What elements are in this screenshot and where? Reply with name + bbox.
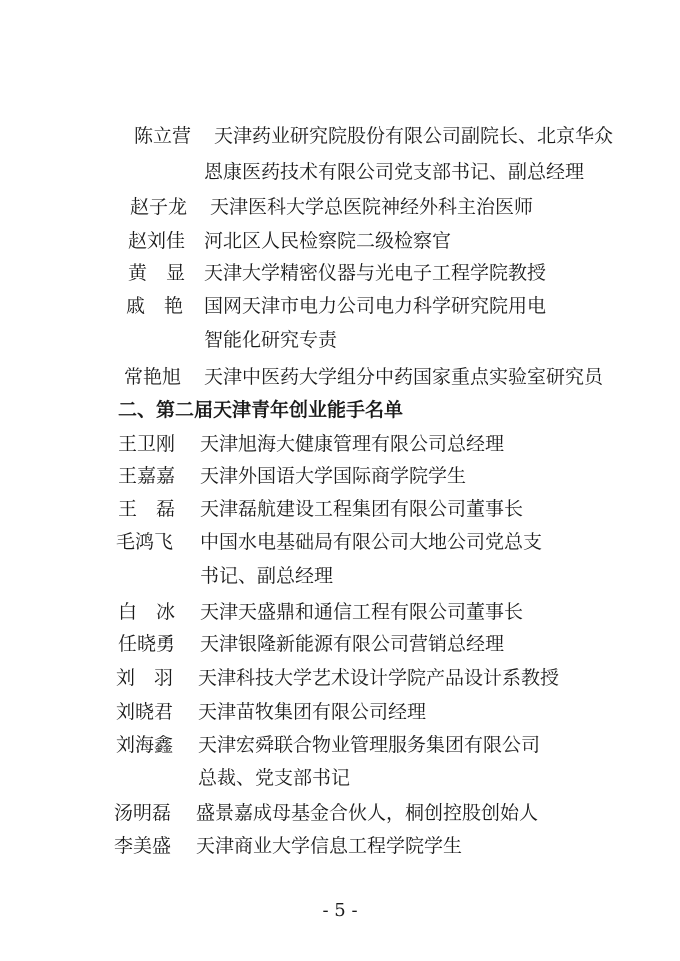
person-title: 天津外国语大学国际商学院学生: [200, 465, 467, 487]
person-name: 刘海鑫: [116, 734, 174, 756]
person-title-line2: 总裁、党支部书记: [198, 767, 351, 789]
person-title-line2: 智能化研究专责: [204, 329, 338, 351]
person-name: 黄 显: [128, 262, 186, 284]
person-title: 天津银隆新能源有限公司营销总经理: [200, 633, 505, 655]
person-name: 毛鸿飞: [116, 531, 174, 553]
person-title: 天津医科大学总医院神经外科主治医师: [210, 196, 534, 218]
page-number: - 5 -: [322, 900, 358, 921]
person-name: 刘晓君: [116, 701, 174, 723]
person-title: 天津旭海大健康管理有限公司总经理: [200, 433, 505, 455]
person-title: 天津大学精密仪器与光电子工程学院教授: [204, 262, 547, 284]
person-title: 天津科技大学艺术设计学院产品设计系教授: [198, 667, 560, 689]
person-name: 赵子龙: [130, 196, 188, 218]
person-title: 河北区人民检察院二级检察官: [204, 230, 452, 252]
person-title: 国网天津市电力公司电力科学研究院用电: [204, 295, 547, 317]
person-name: 李美盛: [114, 835, 172, 857]
section-heading: 二、第二届天津青年创业能手名单: [118, 399, 404, 421]
person-title-line2: 书记、副总经理: [200, 565, 334, 587]
person-title-line2: 恩康医药技术有限公司党支部书记、副总经理: [204, 161, 585, 183]
person-title: 天津商业大学信息工程学院学生: [196, 835, 463, 857]
person-name: 白 冰: [118, 601, 176, 623]
person-title: 天津磊航建设工程集团有限公司董事长: [200, 498, 524, 520]
person-name: 汤明磊: [114, 802, 172, 824]
person-name: 王 磊: [118, 498, 176, 520]
person-title: 天津宏舜联合物业管理服务集团有限公司: [198, 734, 541, 756]
person-title: 天津药业研究院股份有限公司副院长、北京华众: [214, 125, 614, 147]
person-name: 王卫刚: [118, 433, 176, 455]
person-title: 天津苗牧集团有限公司经理: [198, 701, 427, 723]
person-name: 常艳旭: [124, 366, 182, 388]
person-title: 天津天盛鼎和通信工程有限公司董事长: [200, 601, 524, 623]
person-title: 盛景嘉成母基金合伙人，桐创控股创始人: [196, 802, 539, 824]
person-name: 赵刘佳: [128, 230, 186, 252]
person-name: 王嘉嘉: [118, 465, 176, 487]
person-name: 任晓勇: [118, 633, 176, 655]
person-title: 天津中医药大学组分中药国家重点实验室研究员: [204, 366, 604, 388]
person-name: 刘 羽: [116, 667, 174, 689]
person-title: 中国水电基础局有限公司大地公司党总支: [200, 531, 543, 553]
person-name: 陈立营: [134, 125, 192, 147]
person-name: 戚 艳: [126, 295, 184, 317]
